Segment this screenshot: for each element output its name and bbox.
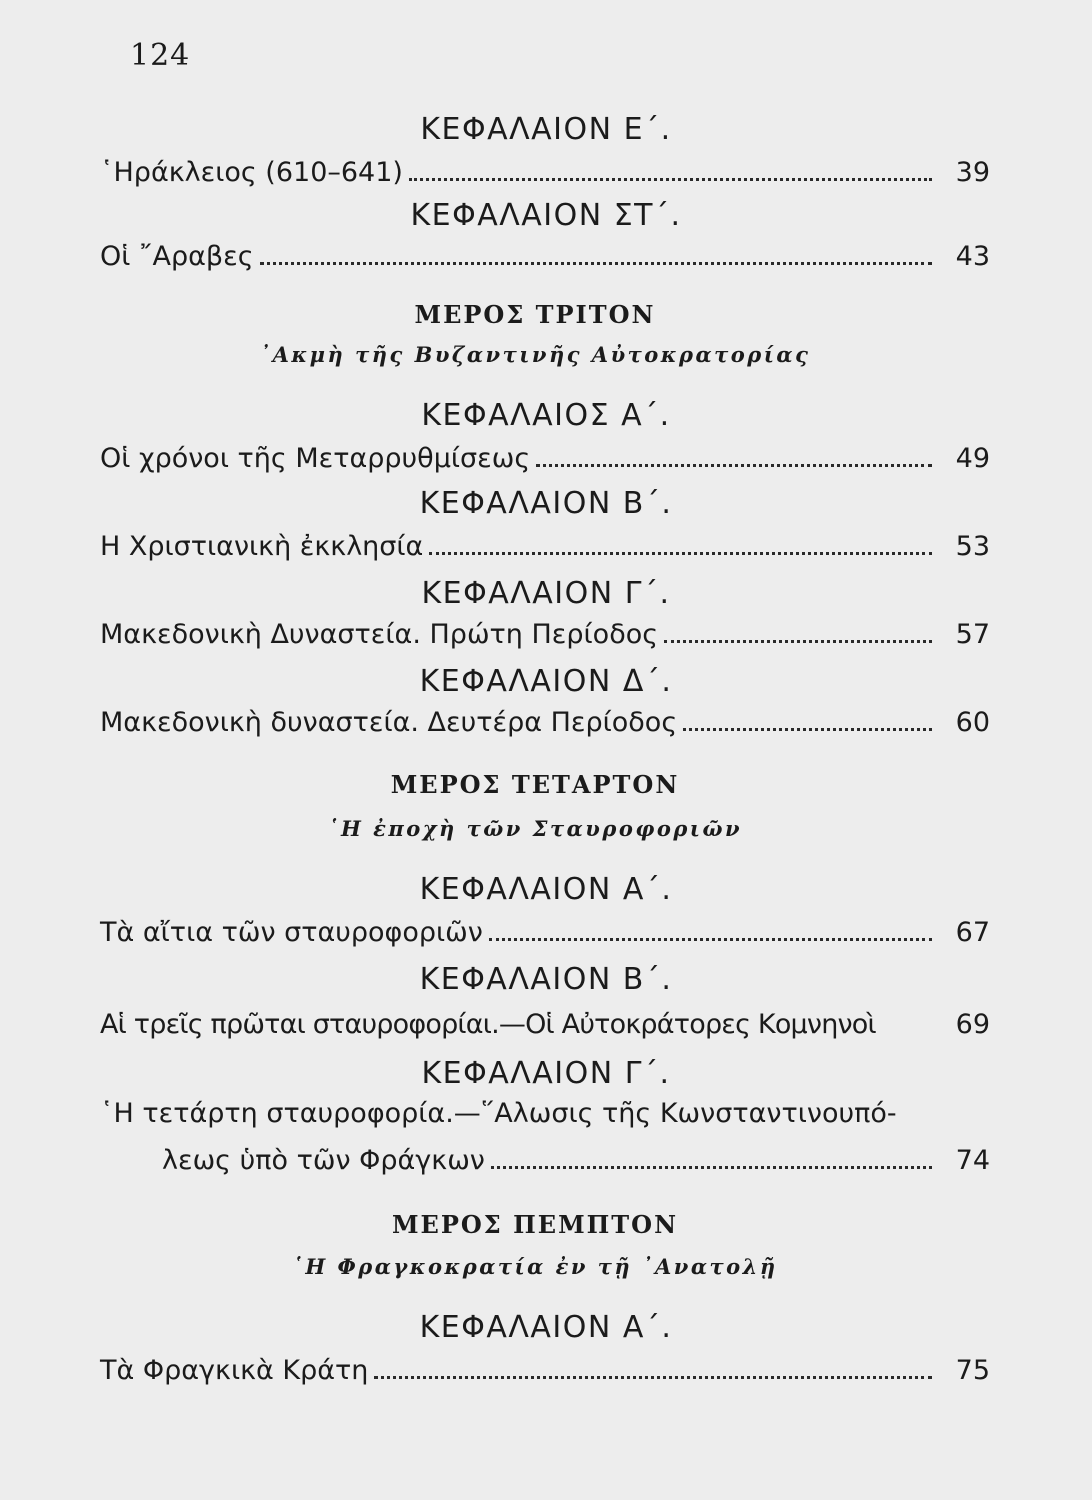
dot-leader: [409, 178, 932, 181]
toc-entry-title: Οἱ χρόνοι τῆς Μεταρρυθμίσεως: [100, 443, 531, 474]
toc-entry: [100, 610, 990, 650]
page-number: 124: [130, 38, 191, 73]
chapter-heading: ΚΕΦΑΛΑΙΟΝ Ε΄.: [420, 112, 672, 147]
part-title: ΜΕΡΟΣ ΠΕΜΠΤΟΝ: [391, 1210, 679, 1239]
part-subtitle: ῾Η ἐποχὴ τῶν Σταυροφοριῶν: [327, 816, 743, 841]
toc-entry-title: ῾Ηράκλειος (610–641): [100, 157, 403, 188]
toc-entry: [100, 522, 990, 562]
toc-entry-title: Τὰ Φραγκικὰ Κράτη: [100, 1355, 369, 1386]
toc-entry: [100, 148, 990, 188]
dot-leader: [491, 1166, 932, 1169]
toc-entry-title: Μακεδονικὴ δυναστεία. Δευτέρα Περίοδος: [100, 707, 678, 738]
toc-entry-title: Αἱ τρεῖς πρῶται σταυροφορίαι.—Οἱ Αὐτοκράτορες Κομνηνοὶ: [100, 1009, 876, 1040]
part-subtitle: ῾Η Φραγκοκρατία ἐν τῇ ᾿Ανατολῇ: [292, 1254, 778, 1279]
dot-leader: [260, 262, 932, 265]
dot-leader: [536, 464, 932, 467]
part-subtitle: ᾿Ακμὴ τῆς Βυζαντινῆς Αὐτοκρατορίας: [259, 342, 811, 367]
toc-entry-page: 67: [955, 917, 990, 948]
chapter-heading: ΚΕΦΑΛΑΙΟΝ Γ΄.: [421, 1056, 671, 1091]
toc-entry-page: 75: [955, 1355, 990, 1386]
chapter-heading: ΚΕΦΑΛΑΙΟΣ Α΄.: [421, 398, 671, 433]
toc-entry-page: 43: [955, 241, 990, 272]
dot-leader: [429, 552, 932, 555]
chapter-heading: ΚΕΦΑΛΑΙΟΝ Γ΄.: [421, 576, 671, 611]
toc-entry: [100, 232, 990, 272]
toc-entry: [100, 698, 990, 738]
toc-entry: [100, 908, 990, 948]
chapter-heading: ΚΕΦΑΛΑΙΟΝ Α΄.: [419, 872, 673, 907]
toc-entry: [100, 434, 990, 474]
toc-entry-title: Τὰ αἴτια τῶν σταυροφοριῶν: [100, 917, 483, 948]
toc-entry-page: 74: [955, 1145, 990, 1176]
toc-entry-title: Μακεδονικὴ Δυναστεία. Πρώτη Περίοδος: [100, 619, 659, 650]
toc-entry-title: λεως ὑπὸ τῶν Φράγκων: [162, 1145, 485, 1176]
toc-entry-page: 53: [955, 531, 990, 562]
chapter-heading: ΚΕΦΑΛΑΙΟΝ Β΄.: [419, 962, 673, 997]
chapter-heading: ΚΕΦΑΛΑΙΟΝ ΣΤ΄.: [410, 198, 682, 233]
toc-entry-title: Οἱ ῎Αραβες: [100, 241, 254, 272]
toc-entry: [100, 1000, 990, 1040]
dot-leader: [489, 938, 932, 941]
chapter-heading: ΚΕΦΑΛΑΙΟΝ Β΄.: [419, 486, 673, 521]
toc-entry-page: 60: [955, 707, 990, 738]
dot-leader: [664, 640, 932, 643]
chapter-heading: ΚΕΦΑΛΑΙΟΝ Α΄.: [419, 1310, 673, 1345]
toc-entry-page: 69: [955, 1009, 990, 1040]
toc-entry-page: 57: [955, 619, 990, 650]
toc-entry-title-line: ῾Η τετάρτη σταυροφορία.—῞Αλωσις τῆς Κωνσταντινουπό-: [100, 1098, 897, 1129]
dot-leader: [882, 1030, 932, 1033]
toc-entry-title: Η Χριστιανικὴ ἐκκλησία: [100, 531, 424, 562]
toc-entry-page: 39: [955, 157, 990, 188]
dot-leader: [683, 728, 932, 731]
part-title: ΜΕΡΟΣ ΤΕΤΑΡΤΟΝ: [390, 770, 680, 799]
part-title: ΜΕΡΟΣ ΤΡΙΤΟΝ: [414, 300, 656, 329]
chapter-heading: ΚΕΦΑΛΑΙΟΝ Δ΄.: [419, 664, 673, 699]
toc-entry-page: 49: [955, 443, 990, 474]
dot-leader: [374, 1376, 932, 1379]
toc-entry: [162, 1136, 990, 1176]
toc-entry: [100, 1346, 990, 1386]
